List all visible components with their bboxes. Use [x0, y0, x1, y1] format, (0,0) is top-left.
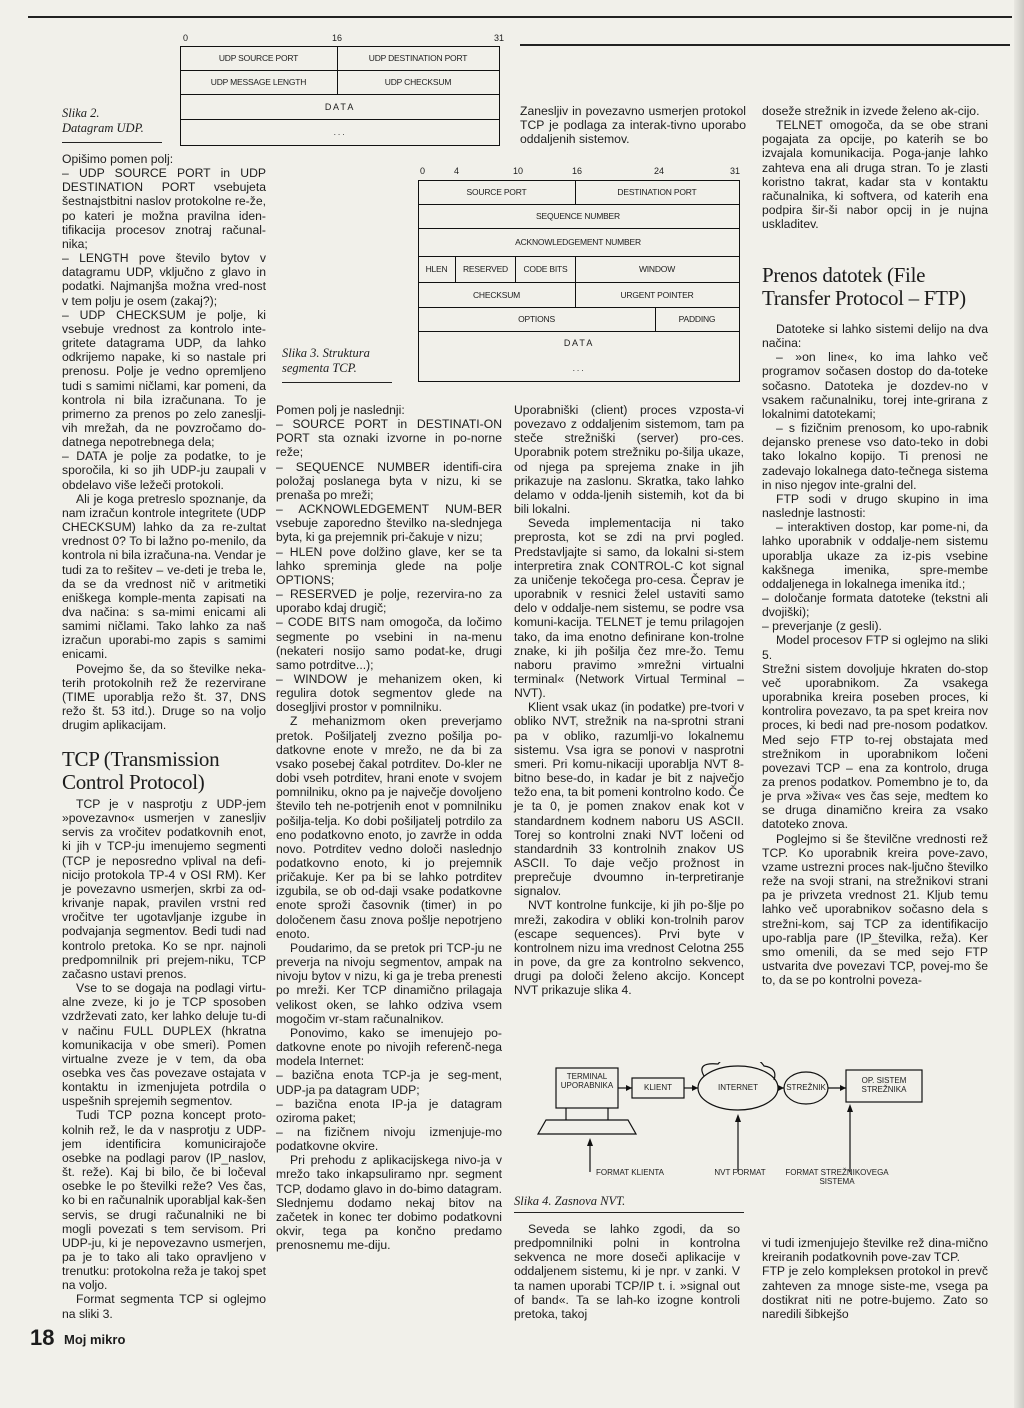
streznik-label: STREŽNIK [786, 1083, 826, 1092]
paragraph: FTP sodi v drugo skupino in ima naslednje lastnosti: [762, 491, 988, 521]
tcp-reserved-field: RESERVED [462, 264, 508, 274]
tcp-hlen-field: HLEN [425, 264, 448, 274]
nvt-format-label: NVT FORMAT [714, 1168, 766, 1177]
paragraph: – »on line«, ko ima lahko več programov sočasen dostop do da-toteke sočasno. Datoteka je dozdev-no v vsakem računalniku, torej inte-grirana z lokalnimi datotekami; [762, 350, 988, 421]
paragraph: Datoteke si lahko sistemi delijo na dva načina: [762, 322, 988, 351]
paragraph: Tudi TCP pozna koncept proto-kolnih rež, le da v nasprotju z UDP-jem identificira komunicirajoče osebke na podlagi parov (IP_naslov, št. reže). Kaj bi bilo, če bi ločeval osebke le po številki reže? Ves čas, ko bi en računalnik uporabljal kak-šen servis, se drugi računalniki ne bi mogli povezati s tem servisom. Pri UDP-ju, ki je nepovezavno usmerjen, pa je to tako ali tako opravljeno v trenutku: protokolna reža je takoj spet na voljo. [62, 1108, 266, 1293]
udp-message-length-field: UDP MESSAGE LENGTH [210, 77, 307, 87]
column-2 [276, 403, 502, 1252]
paragraph: – določanje formata datoteke (tekstni ali dvojiški); [762, 590, 988, 620]
paragraph: – DATA je polje za podatke, to je sporočila, ki so jih UDP-ju zaupali v obdelavo više ležeči protokoli. [62, 449, 266, 492]
page-number: 18 [30, 1325, 55, 1350]
format-klienta-label: FORMAT KLIENTA [595, 1168, 664, 1177]
paragraph: Model procesov FTP si oglejmo na sliki 5. [762, 633, 988, 662]
paragraph: TELNET omogoča, da se obe strani pogajata za opcije, po katerih se bo izvajala komunikacija. Poga-janje lahko zahteva ena ali druga stran. To je zlasti koristno takrat, kadar sta v kontaktu računalnika, ki softvera, od katerih ena podpira šir-ši nabor opcij in je nujna uskladitev. [762, 118, 988, 232]
ftp-section-heading: Prenos datotek (File Transfer Protocol – FTP) [762, 263, 966, 310]
fig3-bit-31: 31 [730, 166, 741, 176]
tcp-section-heading: TCP (Transmission Control Protocol) [62, 747, 220, 794]
paragraph: – interaktiven dostop, kar pome-ni, da lahko uporabnik v oddalje-nem sistemu uporablja ukaze za iz-pis vsebine kakšnega imenika, spre-membe oddaljenega in lokalnega imenika itd.; [762, 520, 988, 591]
internet-label: INTERNET [718, 1083, 758, 1092]
tcp-urgent-pointer-field: URGENT POINTER [620, 289, 694, 300]
paragraph: Ali je koga pretreslo spoznanje, da nam izračun kontrole integritete (UDP CHECKSUM) lahko da za re-zultat vrednost 0? To bi lažno po-menilo, da kontrola ni bila izračuna-na. Vendar je tudi za to rešitev – ve-deti je treba le, da se da vrednost nič v aritmetiki eniškega komple-menta zapisati na dva načina: s sa-mimi enicami ali samimi ničlami. Tako lahko za naš izračun uporabi-mo zapis s samimi enicami. [62, 491, 266, 662]
column-4 [762, 322, 988, 987]
paragraph: – SEQUENCE NUMBER identifi-cira položaj poslanega byta v nizu, ki se prenaša po mreži; [276, 459, 502, 502]
klient-label: KLIENT [643, 1083, 672, 1092]
paragraph: Povejmo še, da so številke neka-terih protokolnih rež že rezervirane (TIME uporablja režo št. 37, DNS režo št. 53 itd.). Druge so na voljo drugim aplikacijam. [62, 661, 266, 733]
udp-destination-port-field: UDP DESTINATION PORT [368, 53, 468, 63]
tcp-source-port-field: SOURCE PORT [466, 187, 527, 197]
paragraph: – s fizičnim prenosom, ko upo-rabnik dejansko prenese vso dato-teko in dobi tako lokalno kopijo. Ti prenosi ne zadevajo lokalnega dato-tečnega sistema in niso njegov inte-gralni del. [762, 421, 988, 492]
paragraph: Poudarimo, da se pretok pri TCP-ju ne preverja na nivoju segmentov, ampak na nivoju bytov v nizu, ki ga je treba prenesti po mreži. Ker TCP dinamično prilagaja velikost oken, se lahko odziva vsem mogočim vr-stam računalnikov. [276, 940, 502, 1026]
udp-data-field: D A T A [324, 101, 354, 112]
paragraph: – na fizičnem nivoju izmenjuje-mo podatkovne okvire. [276, 1124, 502, 1154]
paragraph: TCP je v nasprotju z UDP-jem »povezavno« usmerjen v zanesljiv servis za vročitev podatkovnih enot, ki jih v TCP-ju imenujemo segmenti (TCP je neposredno vplival na defi-nicijo protokola TP-4 v OSI RM). Ker je povezavno usmerjen, skrbi za od-krivanje napak, pravilen vrstni red vročitve ter ugotavljanje izgube in podvajanja segmentov. Bedi tudi nad kontrolo pretoka. Ko se npr. najnoli predpomnilnik pri prejem-niku, TCP začasno ustavi prenos. [62, 797, 266, 981]
fig2-caption-rule [62, 142, 162, 143]
udp-source-port-field: UDP SOURCE PORT [218, 53, 299, 63]
fig3-bit-24: 24 [654, 166, 665, 176]
op-sistem-label: OP. SISTEM STREŽNIKA [861, 1076, 907, 1094]
fig3-bit-16: 16 [572, 166, 583, 176]
tcp-header-diagram [418, 180, 740, 382]
paragraph: Ponovimo, kako se imenujejo po-datkovne enote po nivojih referenč-nega modela Internet: [276, 1025, 502, 1069]
tcp-padding-field: PADDING [678, 314, 716, 324]
paragraph: – preverjanje (z gesli). [762, 619, 882, 634]
paragraph: – HLEN pove dolžino glave, ker se ta lahko spreminja glede na polje OPTIONS; [276, 544, 502, 587]
paragraph: – WINDOW je mehanizem oken, ki regulira dotok segmentov glede na dosegljivi prostor v pomnilniku. [276, 671, 502, 715]
paragraph: Poglejmo si še številčne vrednosti rež TCP. Ko uporabnik kreira pove-zavo, vzame ustrezni proces nak-ljučno številko reže na svoji strani, na strežnikovi strani pa je privzeta vrednost 21. Kljub temu lahko več uporabnikov sočasno dela s strežni-kom, saj TCP za identifikacijo upo-rablja pare (IP_številka, reža). Ker smo omenili, da se med sejo FTP ustvarita dve povezavi TCP, povej-mo še to, da se po kontrolni poveza- [762, 831, 988, 988]
column-3-top [520, 104, 746, 146]
udp-header-diagram [180, 46, 500, 146]
fig3-caption-rule [282, 382, 392, 383]
paragraph: Uporabniški (client) proces vzposta-vi povezavo z oddaljenim sistemom, tam pa steče strežniški (server) pro-ces. Uporabnik potem strežniku po-šilja ukaze, od njega pa sprejema znake in jih prikazuje na zaslonu. Skratka, tako lahko delamo v odda-ljenih sistemih, kot da bi bili lokalni. [514, 403, 744, 517]
paragraph: Vse to se dogaja na podlagi virtu-alne zveze, ki jo je TCP sposoben vzdrževati zato, ker lahko deluje tu-di v načinu FULL DUPLEX (hkratna komunikacija v obe smeri). Pomen virtualne zveze je v tem, da oba osebka ves čas povezave ostajata v kontaktu in izmenjujeta potrdila o uspešnih sprejemih segmentov. [62, 981, 266, 1109]
top-rule [28, 16, 1012, 18]
fig3-bit-0: 0 [420, 166, 426, 176]
paragraph: Seveda implementacija ni tako preprosta, kot se zdi na prvi pogled. Predstavljajte si samo, da lokalni si-stem interpretira znak CONTROL-C kot signal za uničenje tekočega pro-cesa. Čeprav je uporabnik v resnici želel ustaviti samo delo v oddalje-nem sistemu, se podre vsa komuni-kacija. TELNET je temu prilagojen tako, da ima enotno definirane kon-trolne znake, ki jih pošilja čez mre-žo. Temu naboru pravimo »mrežni virtualni terminal« (Network Virtual Terminal – NVT). [514, 516, 744, 701]
column-4-bottom [762, 1222, 988, 1335]
column-3 [514, 403, 744, 998]
paragraph: Klient vsak ukaz (in podatke) pre-tvori v obliko NVT, strežnik na na-sprotni strani pa v obliko, razumlji-vo lokalnemu sistemu. Vsa igra se ponovi v nasprotni smeri. Pri komu-nikaciji uporablja NVT 8-bitno bese-do, in kadar je bit z največjo težo ena, ta bit pomeni kontrolno kodo. Če je ta 0, je pomen znakov enak kot v standardnem kodnem naboru US ASCII. Torej so kontrolni znaki NVT ločeni od standardnih 33 kontrolnih znakov US ASCII. To daje večjo prožnost in preprečuje dvoumno in-terpretiranje signalov. [514, 700, 744, 899]
tcp-checksum-field: CHECKSUM [472, 289, 521, 300]
paragraph: Pri prehodu z aplikacijskega nivo-ja v mrežo tako inkapsuliramo npr. segment TCP, dodamo glavo in do-bimo datagram. Slednjemu dodamo nekaj bitov na začetek in konec ter dobimo podatkovni okvir, tega pa končno predamo prenosnemu me-diju. [276, 1153, 502, 1253]
column-4-top [762, 104, 988, 231]
paragraph: Pomen polj je naslednji: [276, 403, 405, 417]
paragraph: Opišimo pomen polj: [62, 152, 174, 166]
paragraph: – bazična enota TCP-ja je seg-ment, UDP-ja pa datagram UDP; [276, 1068, 502, 1097]
paragraph: – CODE BITS nam omogoča, da ločimo segmente po vsebini in na-menu (nekateri nosijo samo podat-ke, drugi samo potrditve...); [276, 615, 502, 672]
tcp-code-bits-field: CODE BITS [523, 264, 568, 274]
fig4-caption-rule [514, 1212, 744, 1213]
tcp-ack-number-field: ACKNOWLEDGEMENT NUMBER [515, 237, 641, 247]
paragraph: – UDP CHECKSUM je polje, ki vsebuje vrednost za kontrolo inte-gritete datagrama UDP, da lahko odkrijemo napake, ki so nastale pri prenosu. Polje je vedno opremljeno tudi s samimi ničlami, kar pomeni, da kontrola ni bila izračunana. To je primerno za prenos po zelo zaneslji-vih mrežah, da ne povzročamo do-datnega nepotrebnega dela; [62, 307, 266, 450]
fig2-caption: Slika 2. Datagram UDP. [62, 106, 144, 135]
fig4-caption: Slika 4. Zasnova NVT. [514, 1194, 626, 1208]
paragraph: – LENGTH pove število bytov v datagramu UDP, vključno z glavo in podatki. Najmanjša možna vred-nost v tem polju je osem (zakaj?); [62, 251, 266, 308]
paragraph: – bazična enota IP-ja je datagram oziroma paket; [276, 1096, 502, 1125]
paragraph: NVT kontrolne funkcije, ki jih po-šlje po mreži, zakodira v obliki kon-trolnih parov (escape sequences). Prvi byte v kontrolnem nizu ima vrednost Celotna 255 in pove, da gre za kontrolno sekvenco, drugi pa določi želeno akcijo. Koncept NVT prikazuje slika 4. [514, 898, 744, 998]
fig2-bit-16: 16 [332, 33, 343, 43]
paragraph: Zanesljiv in povezavno usmerjen protokol TCP je podlaga za interak-tivno uporabo oddaljenih sistemov. [520, 104, 746, 147]
paragraph: Seveda se lahko zgodi, da so predpomnilniki polni in kontrolna sekvenca ne more doseči aplikacije v oddaljenem sistemu, ki je npr. v zanki. V ta namen uporabi TCP/IP t. i. »signal out of band«. Ta se lah-ko izogne kontroli pretoka, takoj [514, 1222, 740, 1321]
top-right-rule [520, 44, 1010, 46]
column-1-lower [62, 797, 266, 1321]
tcp-destination-port-field: DESTINATION PORT [617, 187, 697, 197]
paragraph: – UDP SOURCE PORT in UDP DESTINATION PORT vsebujeta šestnajstbitni naslov protokolne re-že, po kateri je možna pravilna iden-tifikacija procesov znotraj računal-nika; [62, 166, 266, 251]
paragraph: vi tudi izmenjujejo številke rež dina-mično kreiranih podatkovnih pove-zav TCP. FTP je zelo kompleksen protokol in prevč zahteven za mnoge siste-me, vsega pa dostikrat niti ne potre-bujemo. Zato so naredili šibkejšo [762, 1236, 988, 1321]
fig2-bit-31: 31 [494, 33, 505, 43]
tcp-window-field: WINDOW [638, 264, 676, 274]
fig3-bit-4: 4 [454, 166, 460, 176]
paragraph: Z mehanizmom oken preverjamo pretok. Pošiljatelj zvezno pošilja po-datkovne enote v mrežo, ne da bi za vsako posebej čakal potrditev. Do-kler ne dobi vseh potrditev, hrani enote v svojem pomnilniku, okno pa je največje dovoljeno število teh ne-potrjenih enot v pomnilniku pošilja-telja. Ko dobi pošiljatelj potrdilo za eno podatkovno enoto, jo zavrže in odda novo. Potrditev vedno določi naslednjo podatkovno enoto, ki jo prejemnik pričakuje. Ker pa bi se lahko potrditev izgubila, se ob od-daji vsake podatkovne enote sproži časovnik (timer) in po določenem času znova pošlje nepotrjeno enoto. [276, 714, 502, 941]
udp-data-dots: . . . [333, 127, 345, 137]
magazine-name: Moj mikro [64, 1332, 126, 1347]
format-streznikovega-label: FORMAT STREŽNIKOVEGA SISTEMA [785, 1168, 889, 1186]
column-1-upper [62, 152, 266, 732]
tcp-data-field: D A T A [563, 338, 593, 348]
paragraph: doseže strežnik in izvede želeno ak-cijo. [762, 104, 980, 118]
tcp-data-dots: . . . [572, 363, 584, 373]
tcp-options-field: OPTIONS [518, 314, 555, 324]
paragraph: – RESERVED je polje, rezervira-no za uporabo kdaj drugič; [276, 587, 502, 616]
paragraph: Format segmenta TCP si oglejmo na sliki 3. [62, 1292, 266, 1321]
fig3-caption: Slika 3. Struktura segmenta TCP. [282, 346, 370, 375]
terminal-label: TERMINAL UPORABNIKA [560, 1072, 614, 1090]
fig2-bit-0: 0 [183, 33, 189, 43]
paragraph: – SOURCE PORT in DESTINATI-ON PORT sta oznaki izvorne in po-norne reže; [276, 417, 502, 460]
fig3-bit-10: 10 [513, 166, 524, 176]
tcp-sequence-number-field: SEQUENCE NUMBER [536, 211, 620, 221]
paragraph: Strežni sistem dovoljuje hkraten do-stop več uporabnikom. Za vsakega uporabnika kreira poseben proces, ki kontrolira povezavo, ta pa spet kreira nov proces, ki bedi nad pre-nosom podatkov. Med sejo FTP to-rej obstajata med strežnikom in uporabnikom ločeni povezavi TCP – ena za kontrolo, druga za prenos podatkov. Pomembno je to, da je prva »živa« ves čas seje, medtem ko se druga dinamično kreira za vsako datoteko znova. [762, 661, 988, 832]
paragraph: – ACKNOWLEDGEMENT NUM-BER vsebuje zaporedno številko na-slednjega byta, ki ga prejemnik pri-čakuje v nizu; [276, 502, 502, 545]
column-3-bottom [514, 1222, 740, 1321]
udp-checksum-field: UDP CHECKSUM [384, 77, 452, 87]
page-edge [1014, 0, 1024, 1408]
